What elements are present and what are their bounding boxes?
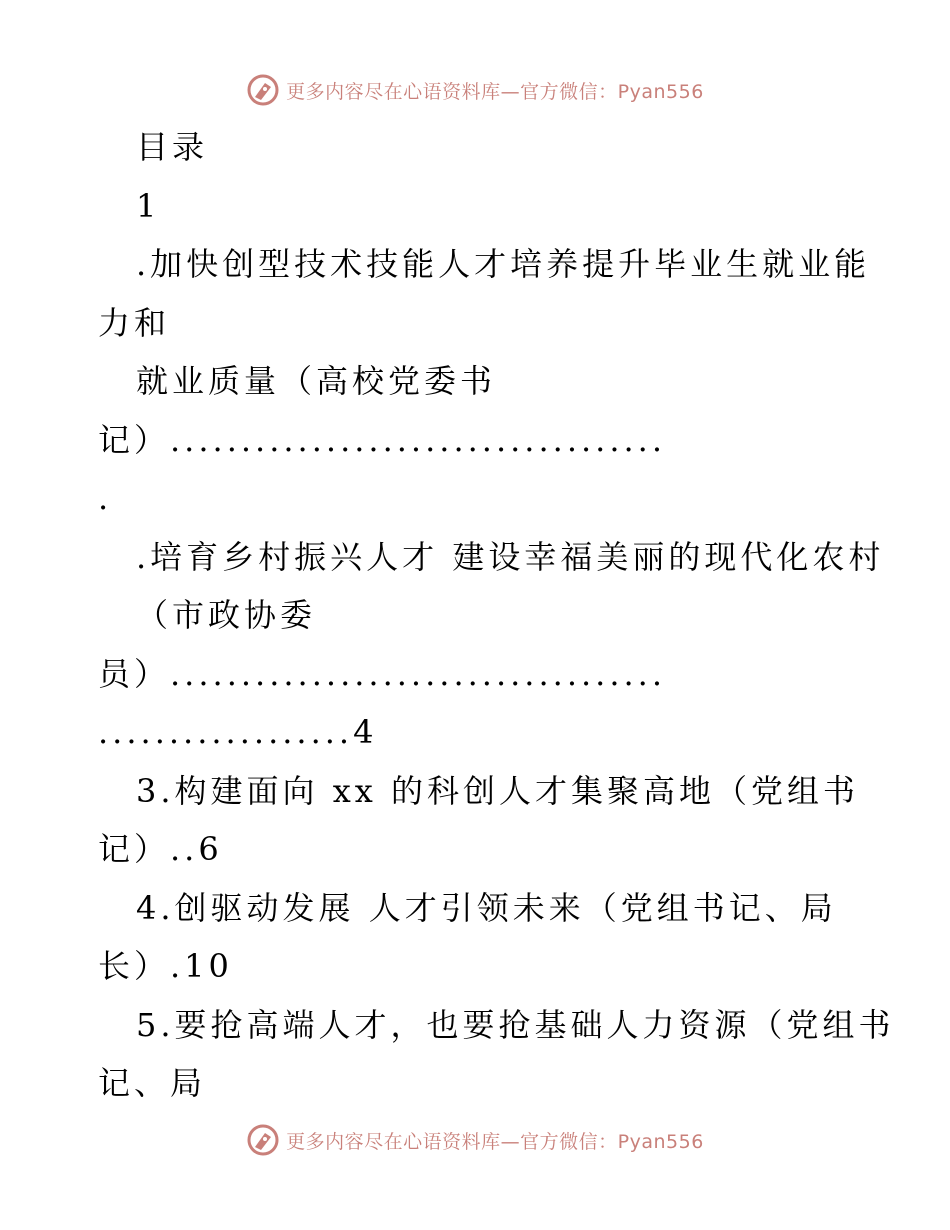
footer-banner-text: 更多内容尽在心语资料库—官方微信：Pyan556 [286, 1130, 704, 1153]
pen-nib-seal-icon [246, 73, 280, 107]
pen-nib-seal-icon [246, 1123, 280, 1157]
document-body [98, 118, 895, 1113]
toc-line: . [98, 479, 113, 517]
toc-line: 记）................................... [98, 420, 667, 459]
toc-line: 记、局 [98, 1064, 207, 1102]
footer-banner [0, 1120, 950, 1160]
toc-line: 记）..6 [98, 830, 223, 868]
toc-line: .加快创型技术技能人才培养提升毕业生就业能 [136, 245, 871, 283]
toc-line: 长）.10 [98, 947, 233, 985]
toc-line: 5.要抢高端人才，也要抢基础人力资源（党组书 [136, 1005, 895, 1044]
toc-line: 员）................................... [98, 654, 667, 693]
toc-line: 4.创驱动发展 人才引领未来（党组书记、局 [136, 888, 837, 927]
toc-title: 目录 [136, 128, 209, 166]
toc-line: .培育乡村振兴人才 建设幸福美丽的现代化农村 [136, 537, 885, 576]
toc-line: 3.构建面向 xx 的科创人才集聚高地（党组书 [136, 771, 859, 810]
header-banner [0, 70, 950, 110]
toc-line: 1 [136, 186, 161, 225]
toc-line: ..................4 [98, 713, 378, 751]
toc-line: （市政协委 [136, 596, 317, 634]
toc-line: 力和 [98, 303, 171, 342]
header-banner-text: 更多内容尽在心语资料库—官方微信：Pyan556 [286, 80, 704, 103]
toc-line: 就业质量（高校党委书 [136, 362, 497, 400]
